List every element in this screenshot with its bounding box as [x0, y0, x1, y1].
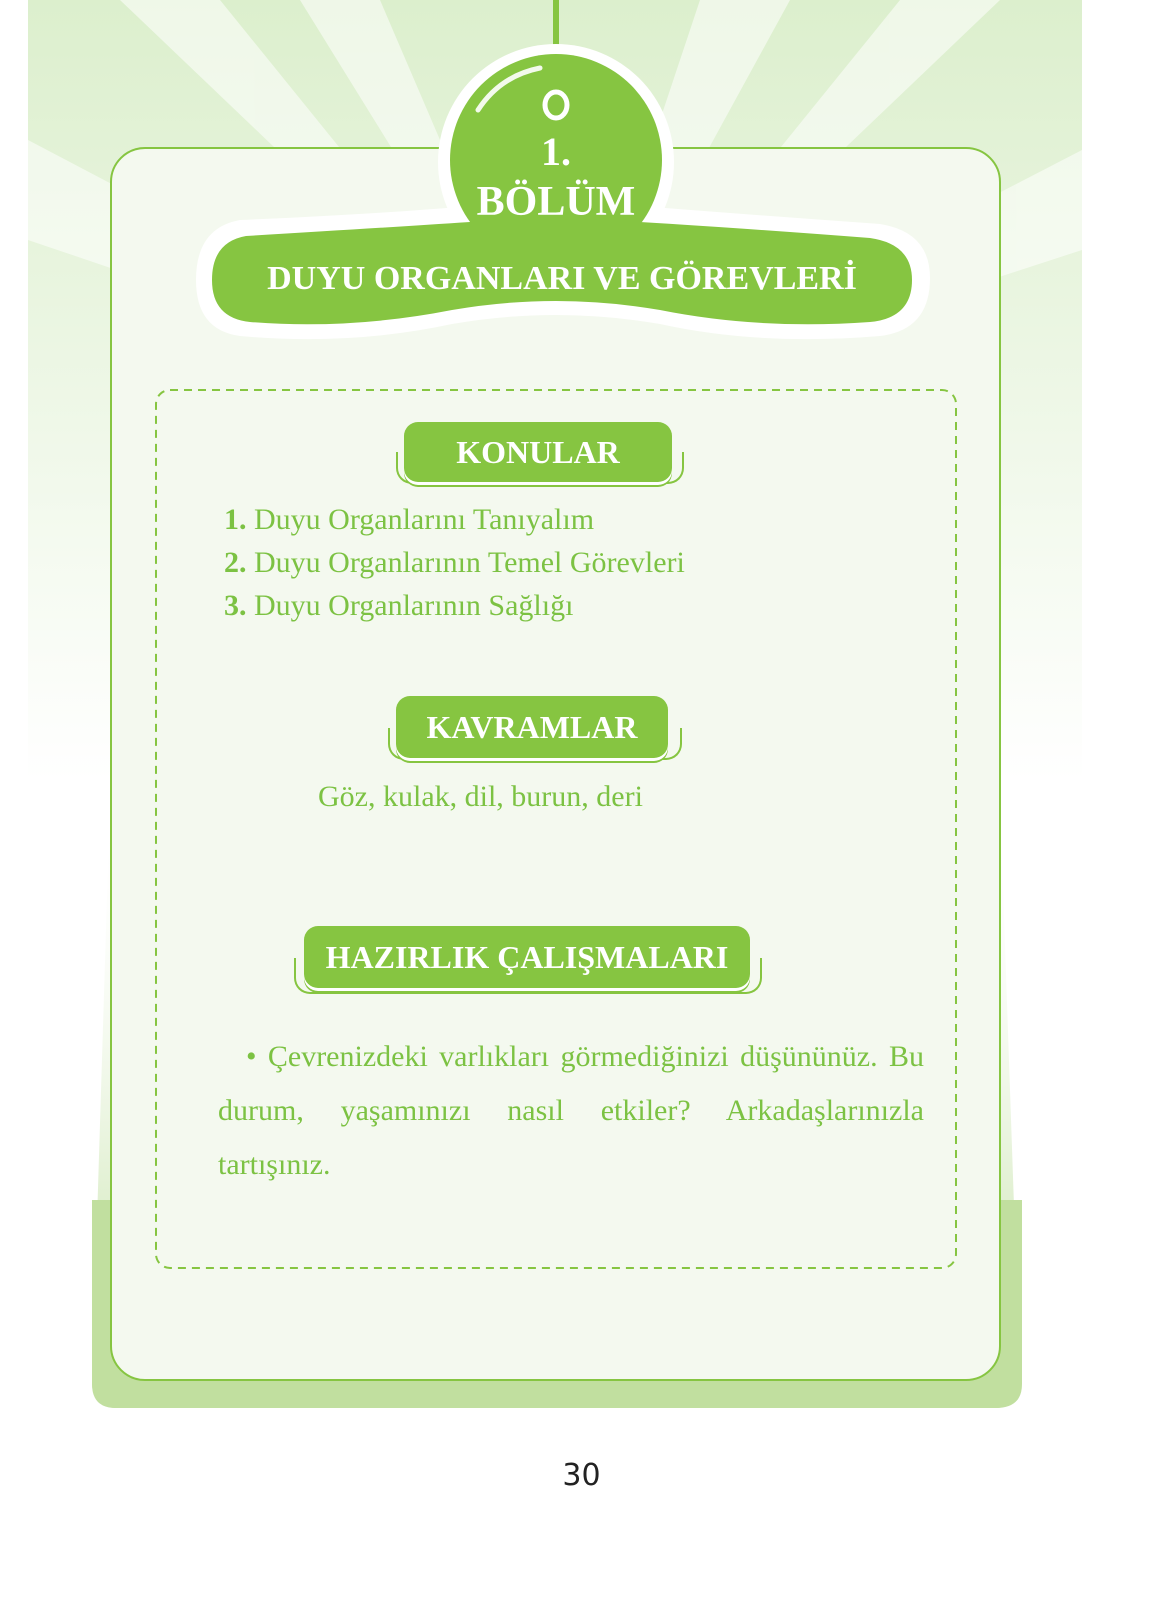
chapter-label: BÖLÜM [476, 179, 636, 225]
list-item: 3. Duyu Organlarının Sağlığı [224, 589, 574, 622]
topics-list [224, 498, 685, 627]
concepts-text: Göz, kulak, dil, burun, deri [318, 780, 643, 813]
concepts-heading: KAVRAMLAR [396, 696, 668, 758]
preparation-text: • Çevrenizdeki varlıkları görmediğinizi düşününüz. Bu durum, yaşamınızı nasıl etkiler? Arkadaşlarınızla tartışınız. [218, 1040, 924, 1181]
page-number: 30 [562, 1458, 601, 1493]
chapter-number: 1. [541, 129, 571, 174]
list-item: 2. Duyu Organlarının Temel Görevleri [224, 546, 685, 579]
chapter-title: DUYU ORGANLARI VE GÖREVLERİ [267, 260, 857, 297]
preparation-heading: HAZIRLIK ÇALIŞMALARI [304, 926, 750, 988]
topics-heading: KONULAR [404, 422, 672, 482]
list-item: 1. Duyu Organlarını Tanıyalım [224, 503, 595, 536]
